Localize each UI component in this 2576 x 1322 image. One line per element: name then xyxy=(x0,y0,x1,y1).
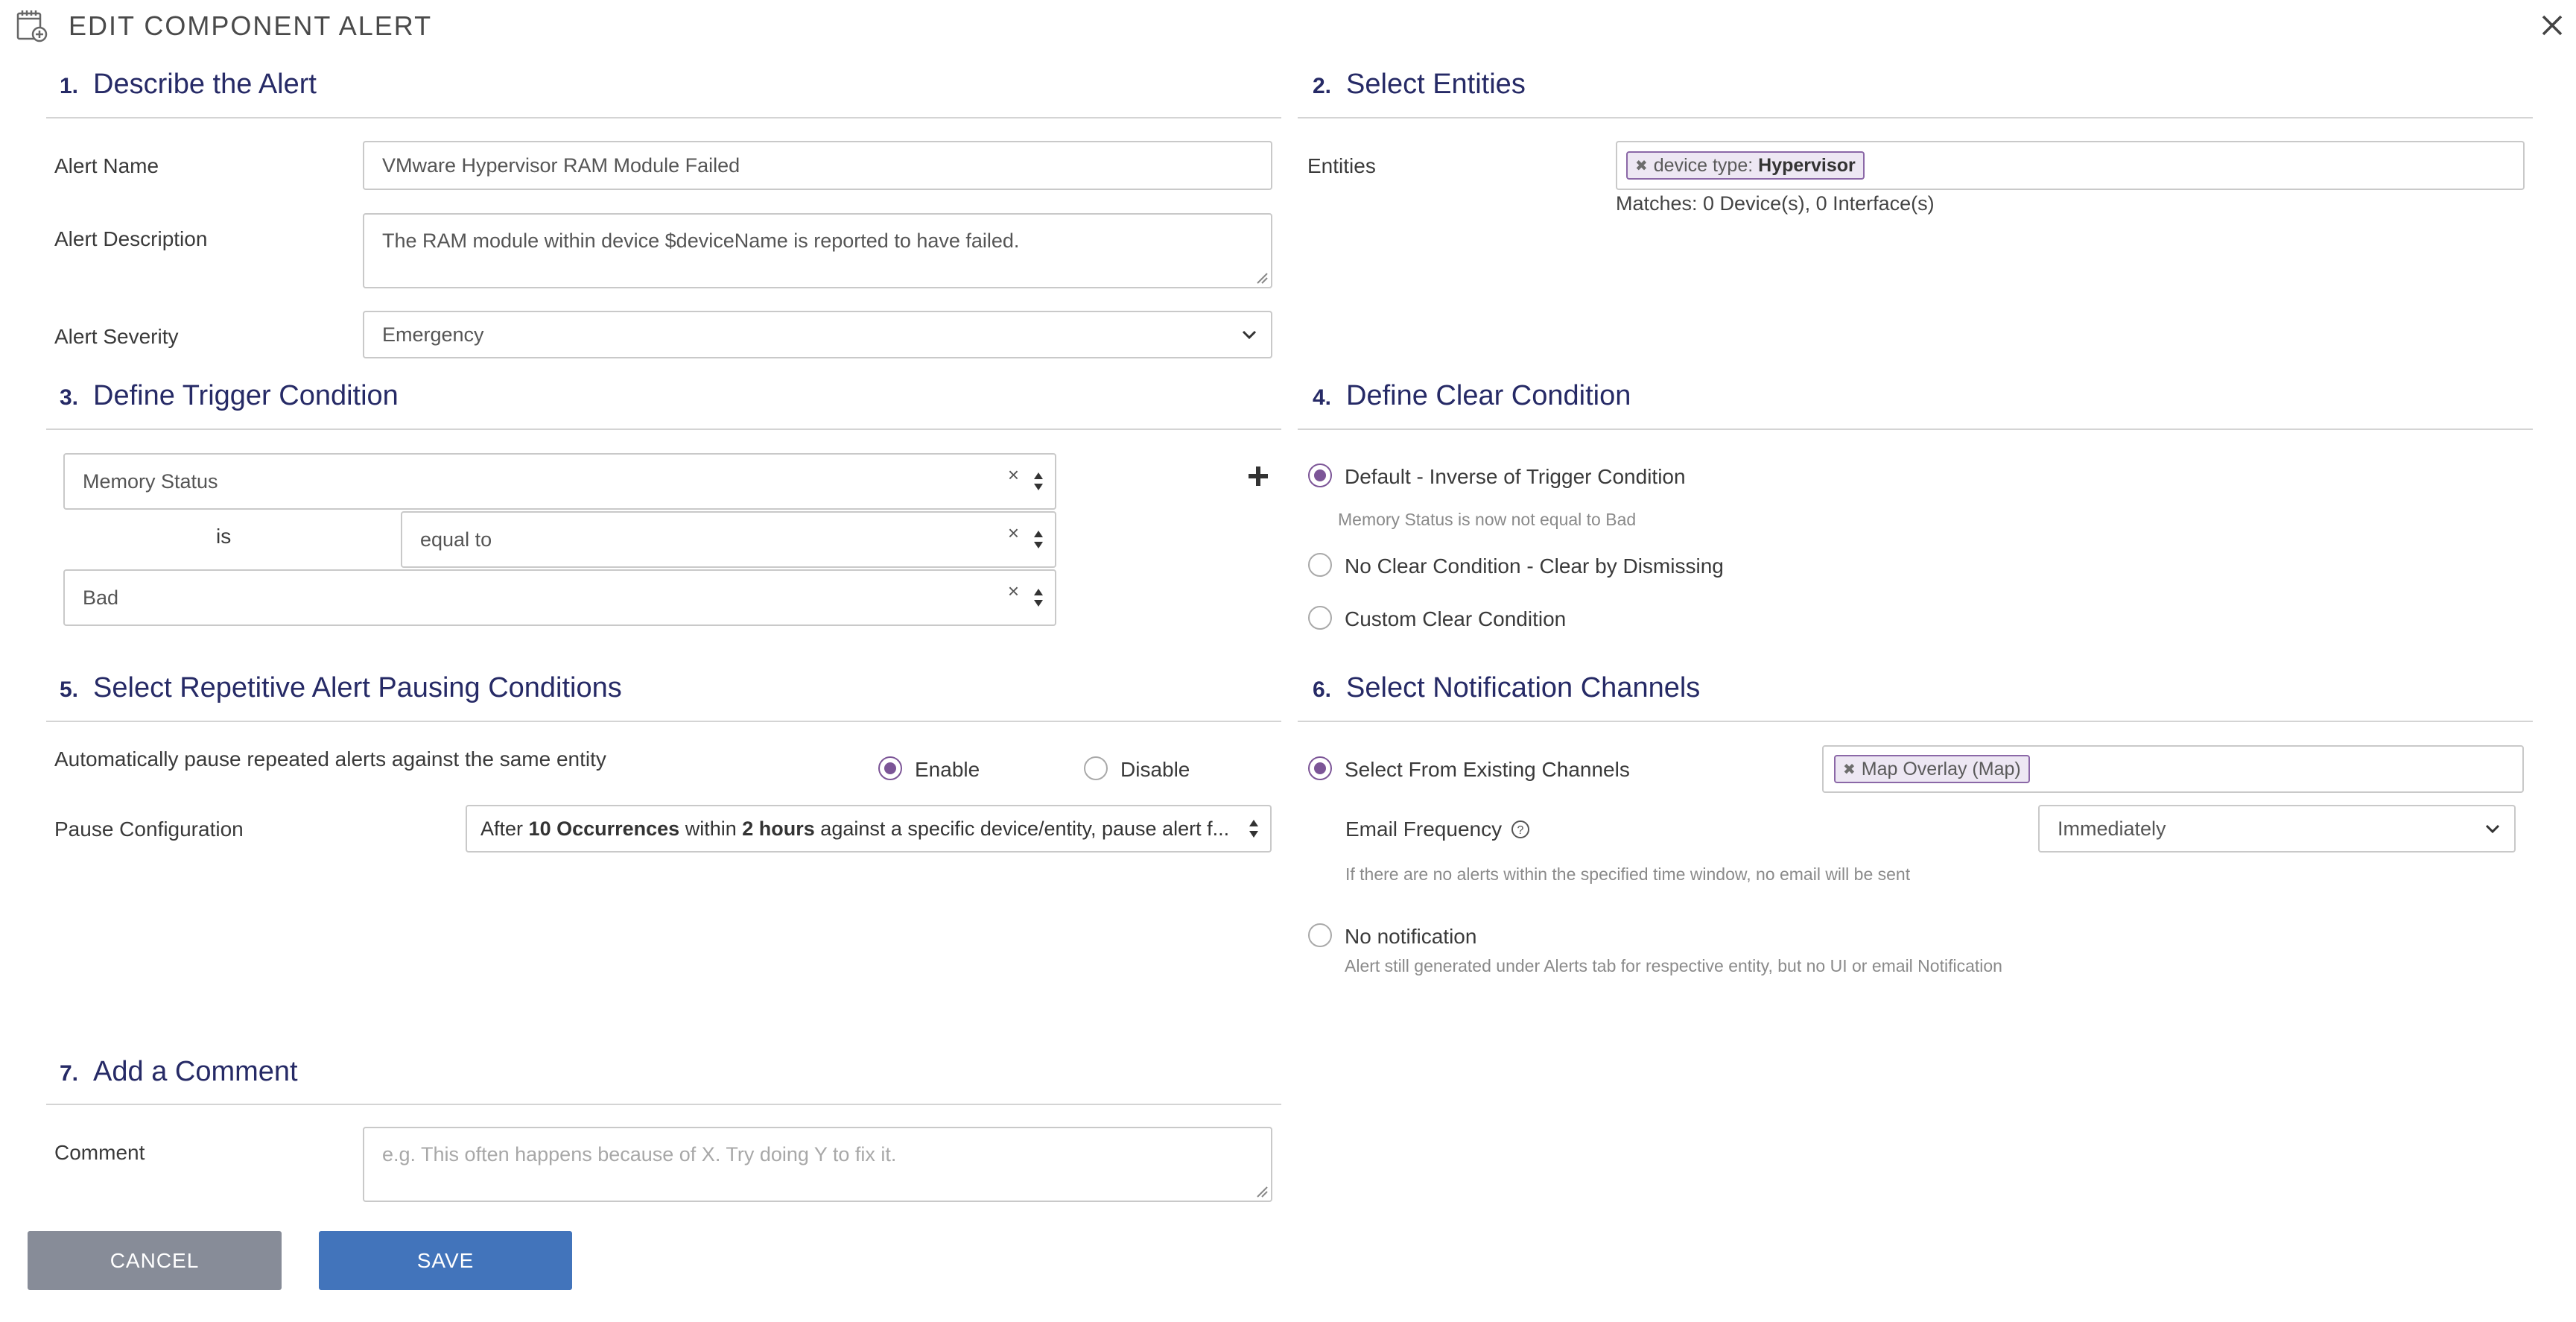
alert-name-input[interactable]: VMware Hypervisor RAM Module Failed xyxy=(363,141,1272,190)
clear-icon[interactable]: × xyxy=(1007,464,1019,486)
comment-label: Comment xyxy=(54,1141,145,1164)
cancel-button[interactable]: CANCEL xyxy=(28,1231,282,1290)
comment-textarea[interactable] xyxy=(363,1127,1272,1202)
clear-default-radio[interactable] xyxy=(1308,464,1332,487)
email-frequency-select[interactable] xyxy=(2038,805,2516,853)
svg-text:?: ? xyxy=(1517,824,1524,837)
section-divider xyxy=(46,721,1281,722)
sort-arrows-icon xyxy=(1248,818,1260,839)
trigger-operator-value: equal to xyxy=(420,528,492,551)
alert-name-label: Alert Name xyxy=(54,154,159,177)
save-button[interactable]: SAVE xyxy=(319,1231,572,1290)
remove-tag-icon[interactable]: ✖ xyxy=(1635,157,1648,174)
alert-description-text: The RAM module within device $deviceName is reported to have failed. xyxy=(382,230,1020,252)
trigger-value-value: Bad xyxy=(83,586,119,609)
channel-tag-label: Map Overlay (Map) xyxy=(1861,758,2021,779)
section-divider xyxy=(1298,721,2533,722)
notify-existing-radio[interactable] xyxy=(1308,756,1332,780)
trigger-metric-value: Memory Status xyxy=(83,469,218,493)
pause-disable-label: Disable xyxy=(1120,758,1190,781)
clear-default-label: Default - Inverse of Trigger Condition xyxy=(1345,465,1686,488)
resize-grip-icon[interactable] xyxy=(1254,271,1268,284)
alert-severity-select[interactable] xyxy=(363,311,1272,358)
section-describe-title: 1. Describe the Alert xyxy=(60,69,317,100)
trigger-is-label: is xyxy=(216,525,232,548)
clear-custom-label: Custom Clear Condition xyxy=(1345,607,1567,630)
section-pausing-title: 5. Select Repetitive Alert Pausing Conditions xyxy=(60,672,622,703)
channels-input[interactable] xyxy=(1822,745,2524,793)
alert-severity-value: Emergency xyxy=(382,323,484,346)
remove-tag-icon[interactable]: ✖ xyxy=(1843,761,1856,778)
notify-none-radio[interactable] xyxy=(1308,923,1332,947)
alert-description-label: Alert Description xyxy=(54,227,208,250)
trigger-value-select[interactable] xyxy=(63,569,1056,626)
dialog-title: EDIT COMPONENT ALERT xyxy=(69,10,433,41)
email-frequency-hint: If there are no alerts within the specified time window, no email will be sent xyxy=(1345,864,1911,884)
section-divider xyxy=(46,428,1281,430)
section-divider xyxy=(1298,117,2533,118)
add-condition-plus-icon[interactable] xyxy=(1247,465,1269,487)
pause-config-label: Pause Configuration xyxy=(54,817,244,841)
comment-placeholder: e.g. This often happens because of X. Try doing Y to fix it. xyxy=(382,1143,897,1166)
section-trigger-title: 3. Define Trigger Condition xyxy=(60,380,399,411)
entities-input[interactable] xyxy=(1616,141,2525,190)
chevron-down-icon xyxy=(2484,823,2501,834)
entities-matches: Matches: 0 Device(s), 0 Interface(s) xyxy=(1616,192,1935,215)
entity-tag-value: Hypervisor xyxy=(1758,154,1856,176)
pause-enable-radio[interactable] xyxy=(878,756,902,780)
clear-icon[interactable]: × xyxy=(1007,522,1019,544)
alert-calendar-icon xyxy=(15,9,49,43)
clear-icon[interactable]: × xyxy=(1007,580,1019,602)
pause-disable-radio[interactable] xyxy=(1084,756,1108,780)
section-notify-title: 6. Select Notification Channels xyxy=(1313,672,1701,703)
auto-pause-label: Automatically pause repeated alerts against the same entity xyxy=(54,747,606,771)
notify-none-hint: Alert still generated under Alerts tab for respective entity, but no UI or email Notification xyxy=(1345,956,2002,975)
resize-grip-icon[interactable] xyxy=(1254,1184,1268,1198)
sort-arrows-icon xyxy=(1032,529,1044,550)
notify-none-label: No notification xyxy=(1345,925,1477,948)
email-frequency-label: Email Frequency ? xyxy=(1345,817,1530,841)
chevron-down-icon xyxy=(1241,329,1257,340)
help-icon[interactable] xyxy=(1511,820,1530,839)
section-entities-title: 2. Select Entities xyxy=(1313,69,1526,100)
section-divider xyxy=(1298,428,2533,430)
trigger-metric-select[interactable] xyxy=(63,453,1056,510)
channel-tag xyxy=(1834,755,2030,783)
alert-severity-label: Alert Severity xyxy=(54,325,179,348)
entity-filter-tag xyxy=(1626,151,1865,180)
section-clear-title: 4. Define Clear Condition xyxy=(1313,380,1631,411)
clear-custom-radio[interactable] xyxy=(1308,606,1332,630)
entity-tag-prefix: device type: xyxy=(1653,154,1754,176)
section-comment-title: 7. Add a Comment xyxy=(60,1056,298,1087)
sort-arrows-icon xyxy=(1032,471,1044,492)
email-frequency-value: Immediately xyxy=(2058,817,2166,840)
section-divider xyxy=(46,1104,1281,1105)
notify-existing-label: Select From Existing Channels xyxy=(1345,758,1630,781)
clear-none-label: No Clear Condition - Clear by Dismissing xyxy=(1345,554,1724,578)
trigger-operator-select[interactable] xyxy=(401,511,1056,568)
close-icon[interactable] xyxy=(2539,12,2566,39)
entities-label: Entities xyxy=(1307,154,1376,177)
pause-config-select[interactable] xyxy=(466,805,1272,853)
clear-default-hint: Memory Status is now not equal to Bad xyxy=(1338,510,1637,529)
section-divider xyxy=(46,117,1281,118)
alert-description-textarea[interactable] xyxy=(363,213,1272,288)
pause-enable-label: Enable xyxy=(915,758,980,781)
sort-arrows-icon xyxy=(1032,587,1044,608)
clear-none-radio[interactable] xyxy=(1308,553,1332,577)
pause-config-summary: After 10 Occurrences within 2 hours against a specific device/entity, pause alert f... xyxy=(480,817,1230,840)
